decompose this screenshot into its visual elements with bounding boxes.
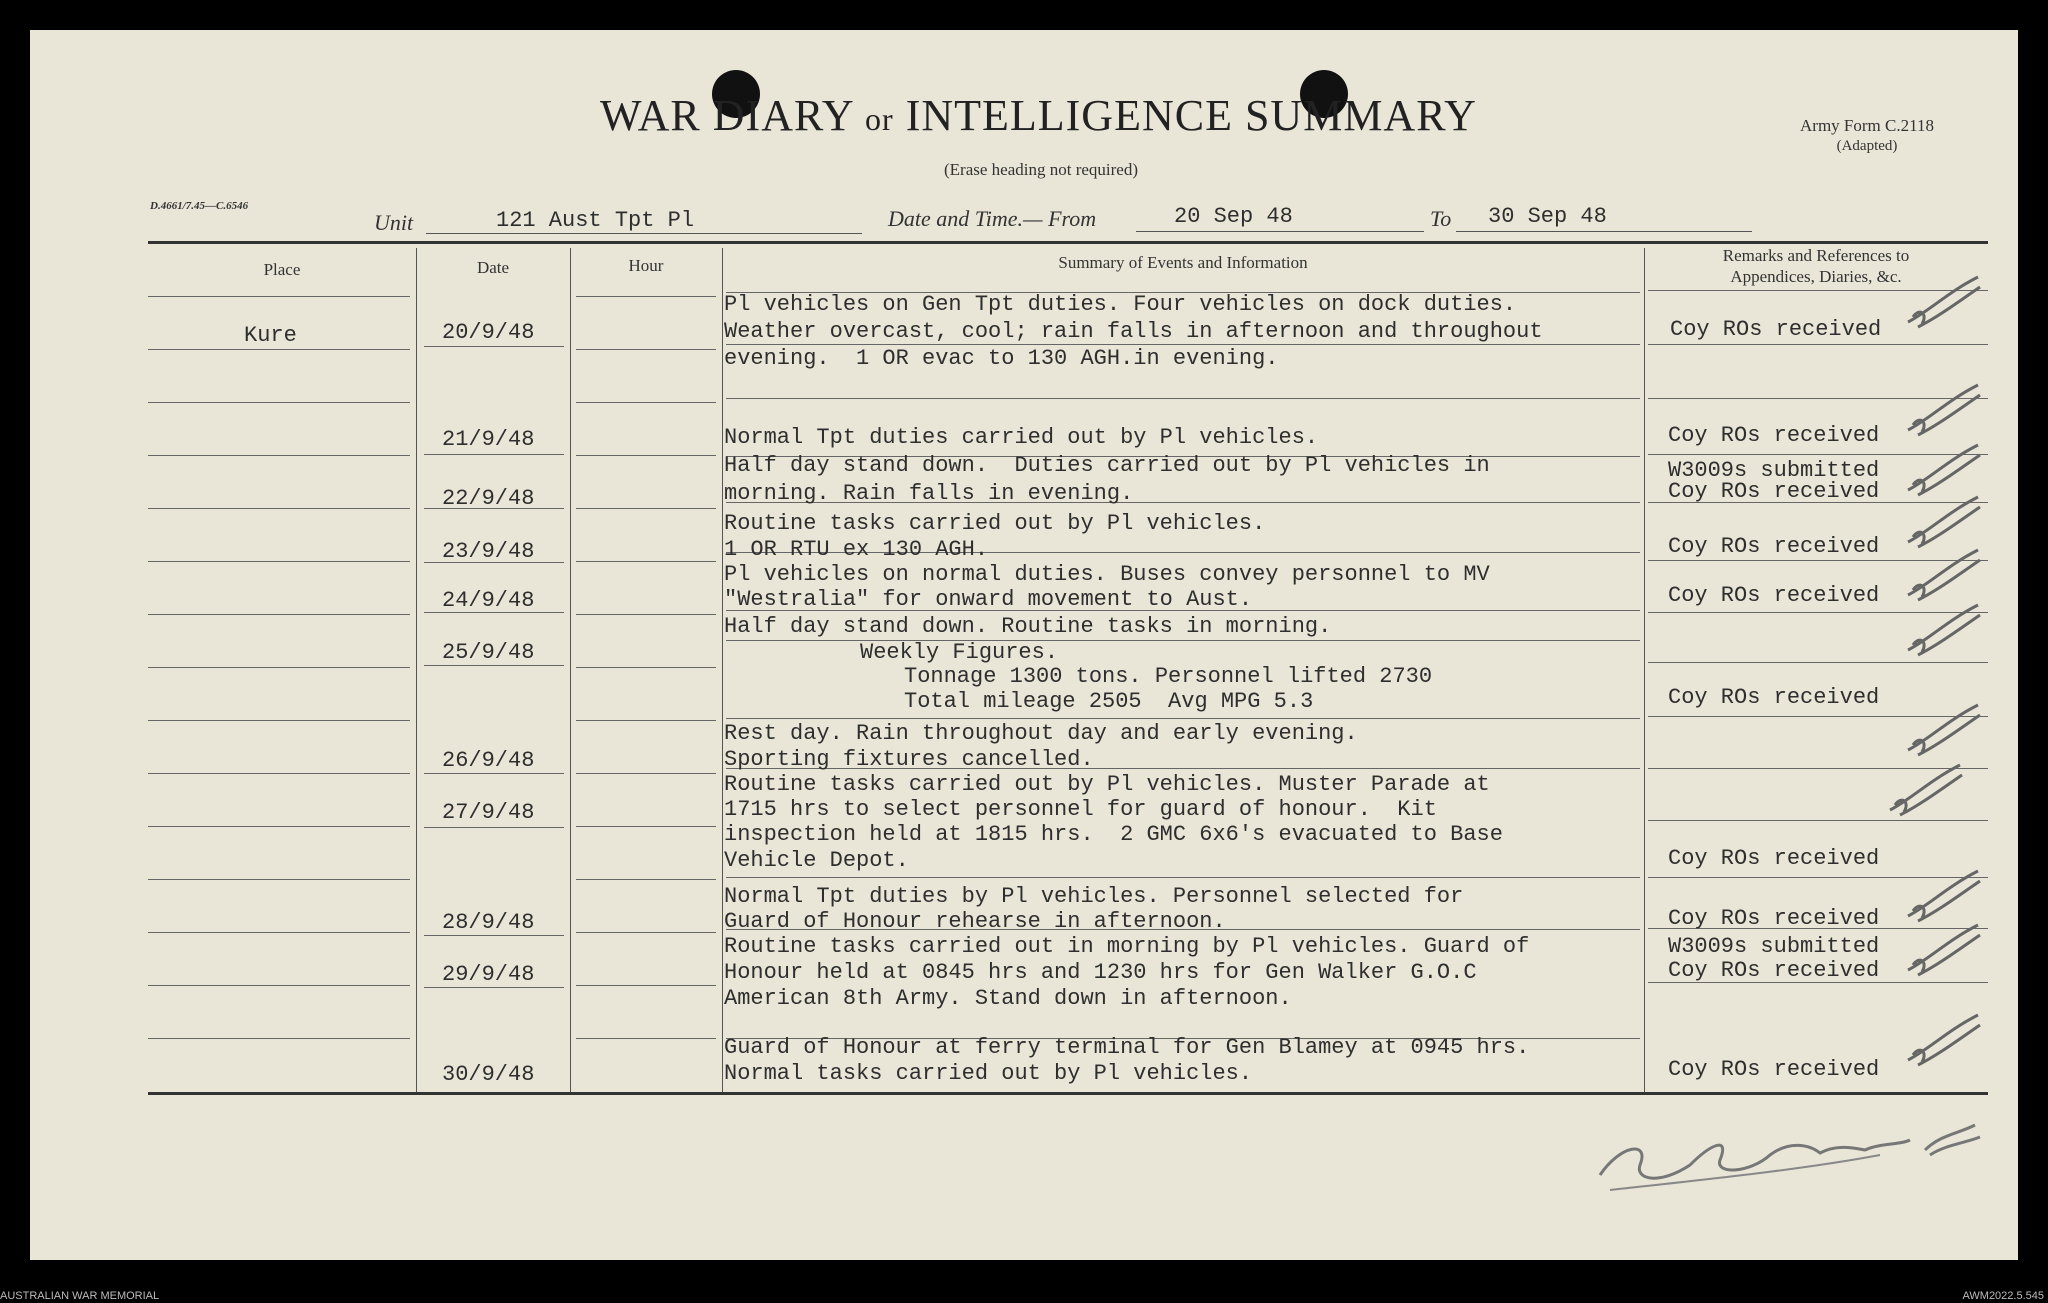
column-header-place: Place [263, 260, 301, 279]
summary-line: Guard of Honour at ferry terminal for Gen Blamey at 0945 hrs. [724, 1035, 1530, 1060]
date-cell: 30/9/48 [442, 1062, 535, 1087]
remark-entry: Coy ROs received [1668, 685, 1880, 710]
summary-line: Honour held at 0845 hrs and 1230 hrs for Gen Walker G.O.C [724, 960, 1477, 985]
ruled-line [576, 879, 716, 880]
ruled-line [576, 932, 716, 933]
ruled-line [576, 826, 716, 827]
ruled-line [576, 455, 716, 456]
ruled-line [576, 1038, 716, 1039]
ruled-line [148, 614, 410, 615]
handwritten-initial-mark [1880, 760, 1970, 820]
ruled-line [424, 935, 564, 936]
ruled-line [576, 667, 716, 668]
remark-entry: W3009s submitted [1668, 458, 1880, 483]
summary-line: Sporting fixtures cancelled. [724, 747, 1094, 772]
unit-value: 121 Aust Tpt Pl [496, 208, 695, 233]
title-or: or [865, 101, 894, 137]
ruled-line [424, 773, 564, 774]
from-underline [1136, 230, 1424, 232]
ruled-line [148, 455, 410, 456]
summary-line: evening. 1 OR evac to 130 AGH.in evening. [724, 346, 1279, 371]
ruled-line [424, 346, 564, 347]
summary-line: Normal Tpt duties carried out by Pl vehicles. [724, 425, 1319, 450]
to-underline [1456, 230, 1752, 232]
column-divider [416, 248, 417, 1092]
ruled-line [576, 985, 716, 986]
date-cell: 29/9/48 [442, 962, 535, 987]
handwritten-initial-mark [1898, 700, 1988, 760]
summary-line: inspection held at 1815 hrs. 2 GMC 6x6's evacuated to Base [724, 822, 1503, 847]
form-number: Army Form C.2118 [1800, 116, 1934, 135]
document-title [600, 90, 1600, 141]
remarks-header-line-2: Appendices, Diaries, &c. [1730, 267, 1902, 286]
handwritten-initial-mark [1898, 920, 1988, 980]
ruled-line [576, 508, 716, 509]
summary-line: Routine tasks carried out by Pl vehicles. [724, 511, 1266, 536]
ruled-line [576, 720, 716, 721]
ruled-line [148, 1038, 410, 1039]
summary-line: 1715 hrs to select personnel for guard of honour. Kit [724, 797, 1437, 822]
remark-entry: Coy ROs received [1670, 317, 1882, 342]
summary-line: American 8th Army. Stand down in afternoon. [724, 986, 1292, 1011]
to-label: To [1430, 206, 1452, 231]
ruled-line [576, 402, 716, 403]
handwritten-initial-mark [1898, 440, 1988, 500]
form-adapted: (Adapted) [1836, 138, 1898, 154]
ruled-line [576, 561, 716, 562]
footer-archive: AUSTRALIAN WAR MEMORIAL [0, 1290, 160, 1302]
date-cell: 24/9/48 [442, 588, 535, 613]
title-intelligence-summary: INTELLIGENCE SUMMARY [905, 91, 1477, 140]
remark-entry: Coy ROs received [1668, 583, 1880, 608]
remark-entry: Coy ROs received [1668, 1057, 1880, 1082]
summary-line: Half day stand down. Routine tasks in morning. [724, 614, 1332, 639]
ruled-line [576, 349, 716, 350]
ruled-line [576, 773, 716, 774]
place-value: Kure [244, 323, 297, 348]
remark-entry: Coy ROs received [1668, 423, 1880, 448]
title-war-diary: WAR DIARY [600, 91, 854, 140]
summary-line: Weekly Figures. [860, 640, 1059, 665]
date-cell: 26/9/48 [442, 748, 535, 773]
date-cell: 23/9/48 [442, 539, 535, 564]
from-value: 20 Sep 48 [1174, 204, 1293, 229]
remark-entry: W3009s submitted [1668, 934, 1880, 959]
summary-line: Pl vehicles on Gen Tpt duties. Four vehicles on dock duties. [724, 292, 1517, 317]
date-cell: 28/9/48 [442, 910, 535, 935]
ruled-line [148, 985, 410, 986]
remarks-header-line-1: Remarks and References to [1722, 246, 1910, 265]
date-time-label: Date and Time.— From [888, 206, 1097, 231]
ruled-line [148, 402, 410, 403]
date-cell: 27/9/48 [442, 800, 535, 825]
ruled-line [726, 877, 1640, 878]
handwritten-signature [1580, 1105, 2000, 1205]
handwritten-initial-mark [1898, 545, 1988, 605]
ruled-line [726, 344, 1640, 345]
summary-line: "Westralia" for onward movement to Aust. [724, 587, 1253, 612]
summary-line: Total mileage 2505 Avg MPG 5.3 [904, 689, 1314, 714]
summary-line: Routine tasks carried out in morning by Pl vehicles. Guard of [724, 934, 1530, 959]
column-divider [1644, 248, 1645, 1092]
ruled-line [148, 296, 410, 297]
ruled-line [148, 826, 410, 827]
ruled-line [576, 296, 716, 297]
ruled-line [148, 773, 410, 774]
summary-line: Weather overcast, cool; rain falls in afternoon and throughout [724, 319, 1543, 344]
column-divider [570, 248, 571, 1092]
handwritten-initial-mark [1898, 1010, 1988, 1070]
column-header-summary: Summary of Events and Information [1058, 253, 1308, 272]
handwritten-initial-mark [1898, 600, 1988, 660]
date-cell: 25/9/48 [442, 640, 535, 665]
column-divider [722, 248, 723, 1092]
handwritten-initial-mark [1898, 380, 1988, 440]
print-code: D.4661/7.45—C.6546 [150, 200, 249, 212]
remark-entry: Coy ROs received [1668, 846, 1880, 871]
ruled-line [148, 879, 410, 880]
column-header-hour: Hour [628, 256, 664, 275]
date-cell: 21/9/48 [442, 427, 535, 452]
table-top-rule [148, 241, 1988, 244]
summary-line: Normal Tpt duties by Pl vehicles. Personnel selected for [724, 884, 1464, 909]
table-bottom-rule [148, 1092, 1988, 1095]
ruled-line [424, 665, 564, 666]
summary-line: Routine tasks carried out by Pl vehicles. Muster Parade at [724, 772, 1490, 797]
remark-entry: Coy ROs received [1668, 958, 1880, 983]
ruled-line [424, 987, 564, 988]
ruled-line [148, 932, 410, 933]
form-reference [1800, 116, 1934, 156]
ruled-line [726, 398, 1640, 399]
ruled-line [148, 508, 410, 509]
handwritten-initial-mark [1898, 492, 1988, 552]
ruled-line [148, 667, 410, 668]
remark-entry: Coy ROs received [1668, 906, 1880, 931]
footer-accession: AWM2022.5.545 [1962, 1290, 2044, 1302]
summary-line: Rest day. Rain throughout day and early evening. [724, 721, 1358, 746]
handwritten-initial-mark [1898, 272, 1988, 332]
remark-entry: Coy ROs received [1668, 534, 1880, 559]
ruled-line [726, 718, 1640, 719]
ruled-line [148, 720, 410, 721]
date-cell: 20/9/48 [442, 320, 535, 345]
handwritten-initial-mark [1898, 866, 1988, 926]
ruled-line [424, 827, 564, 828]
column-header-date: Date [476, 258, 510, 277]
summary-line: Pl vehicles on normal duties. Buses convey personnel to MV [724, 562, 1490, 587]
summary-line: 1 OR RTU ex 130 AGH. [724, 537, 989, 562]
to-value: 30 Sep 48 [1488, 204, 1607, 229]
ruled-line [576, 614, 716, 615]
summary-line: Guard of Honour rehearse in afternoon. [724, 909, 1226, 934]
ruled-line [148, 561, 410, 562]
summary-line: Vehicle Depot. [724, 848, 909, 873]
date-cell: 22/9/48 [442, 486, 535, 511]
ruled-line [1648, 344, 1988, 345]
summary-line: Normal tasks carried out by Pl vehicles. [724, 1061, 1253, 1086]
document-subtitle: (Erase heading not required) [944, 160, 1138, 179]
unit-label: Unit [374, 210, 414, 235]
ruled-line [1648, 662, 1988, 663]
summary-line: morning. Rain falls in evening. [724, 481, 1134, 506]
summary-line: Tonnage 1300 tons. Personnel lifted 2730 [904, 664, 1433, 689]
summary-line: Half day stand down. Duties carried out by Pl vehicles in [724, 453, 1490, 478]
ruled-line [1648, 820, 1988, 821]
ruled-line [148, 349, 410, 350]
remark-entry: Coy ROs received [1668, 479, 1880, 504]
ruled-line [424, 454, 564, 455]
